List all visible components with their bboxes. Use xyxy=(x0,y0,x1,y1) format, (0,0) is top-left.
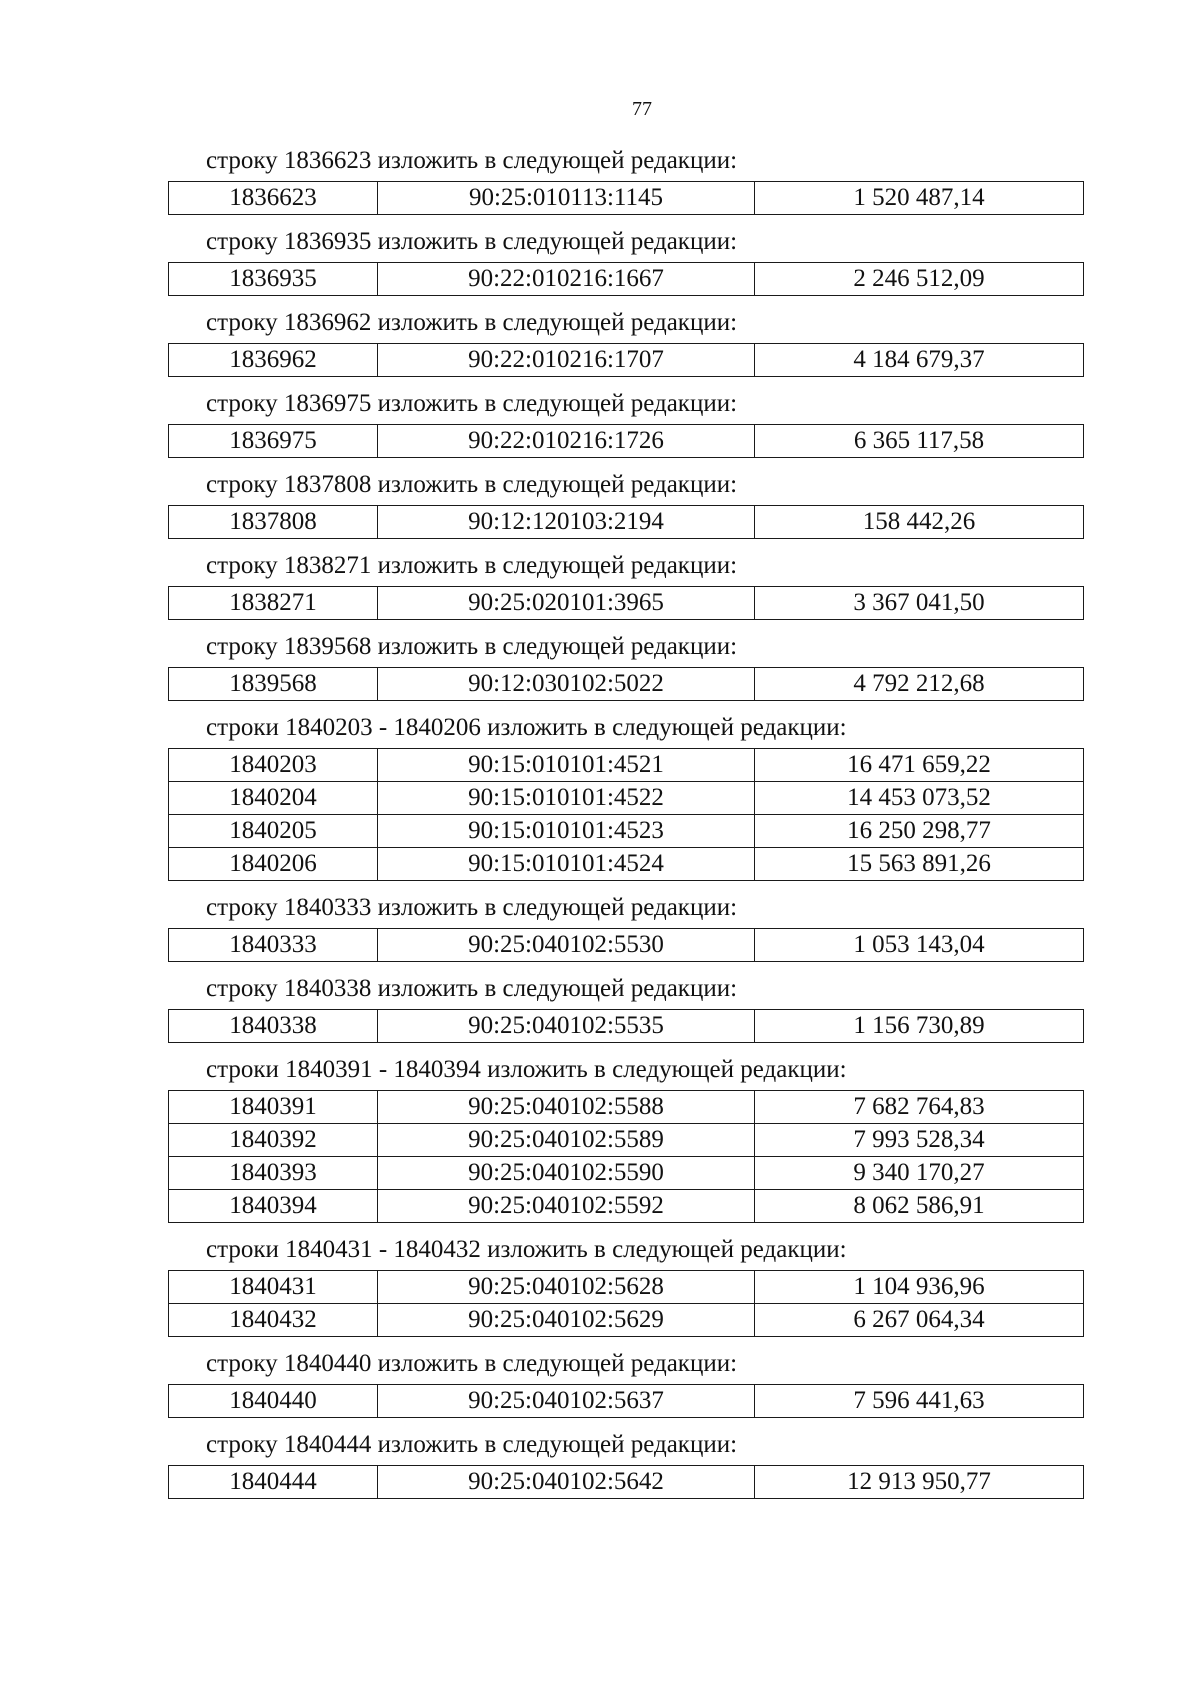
cadastral-value-cell: 15 563 891,26 xyxy=(755,848,1084,881)
cadastral-value-cell: 7 682 764,83 xyxy=(755,1091,1084,1124)
cadastral-number-cell: 90:25:040102:5628 xyxy=(378,1271,755,1304)
amendment-section xyxy=(168,1347,1084,1418)
cadastral-number-cell: 90:15:010101:4521 xyxy=(378,749,755,782)
amendment-table xyxy=(168,1090,1084,1223)
table-row xyxy=(169,1271,1084,1304)
cadastral-value-cell: 4 184 679,37 xyxy=(755,344,1084,377)
table-row xyxy=(169,425,1084,458)
document-body xyxy=(168,144,1084,1509)
amendment-instruction: строки 1840431 - 1840432 изложить в следующей редакции: xyxy=(206,1236,847,1263)
amendment-table xyxy=(168,1009,1084,1043)
amendment-table xyxy=(168,181,1084,215)
cadastral-number-cell: 90:25:040102:5588 xyxy=(378,1091,755,1124)
amendment-instruction: строки 1840391 - 1840394 изложить в следующей редакции: xyxy=(206,1056,847,1083)
row-number-cell: 1839568 xyxy=(169,668,378,701)
amendment-table xyxy=(168,1465,1084,1499)
row-number-cell: 1836623 xyxy=(169,182,378,215)
row-number-cell: 1840440 xyxy=(169,1385,378,1418)
row-number-cell: 1837808 xyxy=(169,506,378,539)
row-number-cell: 1840392 xyxy=(169,1124,378,1157)
row-number-cell: 1840333 xyxy=(169,929,378,962)
row-number-cell: 1840391 xyxy=(169,1091,378,1124)
amendment-table xyxy=(168,748,1084,881)
cadastral-number-cell: 90:15:010101:4523 xyxy=(378,815,755,848)
cadastral-value-cell: 2 246 512,09 xyxy=(755,263,1084,296)
amendment-table xyxy=(168,505,1084,539)
cadastral-value-cell: 6 365 117,58 xyxy=(755,425,1084,458)
table-row xyxy=(169,344,1084,377)
table-row xyxy=(169,848,1084,881)
cadastral-value-cell: 6 267 064,34 xyxy=(755,1304,1084,1337)
table-row xyxy=(169,782,1084,815)
row-number-cell: 1840203 xyxy=(169,749,378,782)
amendment-instruction: строку 1838271 изложить в следующей редакции: xyxy=(206,552,738,579)
amendment-instruction: строку 1840444 изложить в следующей редакции: xyxy=(206,1431,738,1458)
page-number: 77 xyxy=(632,98,652,120)
amendment-table xyxy=(168,1384,1084,1418)
cadastral-number-cell: 90:25:040102:5590 xyxy=(378,1157,755,1190)
cadastral-value-cell: 1 104 936,96 xyxy=(755,1271,1084,1304)
cadastral-number-cell: 90:12:030102:5022 xyxy=(378,668,755,701)
row-number-cell: 1838271 xyxy=(169,587,378,620)
amendment-section xyxy=(168,468,1084,539)
cadastral-value-cell: 4 792 212,68 xyxy=(755,668,1084,701)
cadastral-value-cell: 158 442,26 xyxy=(755,506,1084,539)
cadastral-value-cell: 12 913 950,77 xyxy=(755,1466,1084,1499)
table-row xyxy=(169,1190,1084,1223)
amendment-section xyxy=(168,972,1084,1043)
table-row xyxy=(169,1124,1084,1157)
amendment-section xyxy=(168,891,1084,962)
cadastral-number-cell: 90:22:010216:1667 xyxy=(378,263,755,296)
amendment-instruction: строку 1840333 изложить в следующей редакции: xyxy=(206,894,738,921)
amendment-instruction: строку 1840440 изложить в следующей редакции: xyxy=(206,1350,738,1377)
amendment-table xyxy=(168,343,1084,377)
row-number-cell: 1840204 xyxy=(169,782,378,815)
table-row xyxy=(169,506,1084,539)
table-row xyxy=(169,182,1084,215)
amendment-section xyxy=(168,306,1084,377)
row-number-cell: 1840393 xyxy=(169,1157,378,1190)
row-number-cell: 1836975 xyxy=(169,425,378,458)
amendment-section xyxy=(168,630,1084,701)
amendment-instruction: строку 1839568 изложить в следующей редакции: xyxy=(206,633,738,660)
cadastral-number-cell: 90:25:040102:5629 xyxy=(378,1304,755,1337)
cadastral-number-cell: 90:25:040102:5535 xyxy=(378,1010,755,1043)
cadastral-number-cell: 90:22:010216:1707 xyxy=(378,344,755,377)
row-number-cell: 1840432 xyxy=(169,1304,378,1337)
cadastral-number-cell: 90:25:040102:5530 xyxy=(378,929,755,962)
cadastral-number-cell: 90:25:020101:3965 xyxy=(378,587,755,620)
amendment-instruction: строку 1836975 изложить в следующей редакции: xyxy=(206,390,738,417)
row-number-cell: 1840444 xyxy=(169,1466,378,1499)
amendment-section xyxy=(168,144,1084,215)
cadastral-number-cell: 90:25:040102:5637 xyxy=(378,1385,755,1418)
cadastral-value-cell: 16 471 659,22 xyxy=(755,749,1084,782)
amendment-section xyxy=(168,549,1084,620)
amendment-section xyxy=(168,1053,1084,1223)
cadastral-value-cell: 3 367 041,50 xyxy=(755,587,1084,620)
table-row xyxy=(169,1385,1084,1418)
cadastral-value-cell: 1 520 487,14 xyxy=(755,182,1084,215)
cadastral-value-cell: 9 340 170,27 xyxy=(755,1157,1084,1190)
amendment-instruction: строку 1837808 изложить в следующей редакции: xyxy=(206,471,738,498)
row-number-cell: 1840394 xyxy=(169,1190,378,1223)
amendment-table xyxy=(168,424,1084,458)
row-number-cell: 1840338 xyxy=(169,1010,378,1043)
cadastral-value-cell: 7 993 528,34 xyxy=(755,1124,1084,1157)
cadastral-value-cell: 16 250 298,77 xyxy=(755,815,1084,848)
row-number-cell: 1836935 xyxy=(169,263,378,296)
amendment-table xyxy=(168,928,1084,962)
amendment-instruction: строку 1836935 изложить в следующей редакции: xyxy=(206,228,738,255)
table-row xyxy=(169,1304,1084,1337)
cadastral-value-cell: 1 156 730,89 xyxy=(755,1010,1084,1043)
table-row xyxy=(169,749,1084,782)
amendment-section xyxy=(168,225,1084,296)
cadastral-number-cell: 90:12:120103:2194 xyxy=(378,506,755,539)
table-row xyxy=(169,1157,1084,1190)
row-number-cell: 1840206 xyxy=(169,848,378,881)
table-row xyxy=(169,1010,1084,1043)
amendment-section xyxy=(168,1428,1084,1499)
amendment-section xyxy=(168,711,1084,881)
table-row xyxy=(169,1091,1084,1124)
table-row xyxy=(169,668,1084,701)
cadastral-value-cell: 14 453 073,52 xyxy=(755,782,1084,815)
amendment-instruction: строку 1836962 изложить в следующей редакции: xyxy=(206,309,738,336)
cadastral-number-cell: 90:25:040102:5642 xyxy=(378,1466,755,1499)
cadastral-number-cell: 90:25:010113:1145 xyxy=(378,182,755,215)
row-number-cell: 1836962 xyxy=(169,344,378,377)
table-row xyxy=(169,929,1084,962)
amendment-table xyxy=(168,1270,1084,1337)
cadastral-number-cell: 90:25:040102:5589 xyxy=(378,1124,755,1157)
table-row xyxy=(169,1466,1084,1499)
cadastral-value-cell: 1 053 143,04 xyxy=(755,929,1084,962)
cadastral-value-cell: 7 596 441,63 xyxy=(755,1385,1084,1418)
amendment-table xyxy=(168,586,1084,620)
amendment-table xyxy=(168,667,1084,701)
table-row xyxy=(169,815,1084,848)
cadastral-value-cell: 8 062 586,91 xyxy=(755,1190,1084,1223)
amendment-instruction: строки 1840203 - 1840206 изложить в следующей редакции: xyxy=(206,714,847,741)
cadastral-number-cell: 90:15:010101:4522 xyxy=(378,782,755,815)
table-row xyxy=(169,263,1084,296)
cadastral-number-cell: 90:15:010101:4524 xyxy=(378,848,755,881)
row-number-cell: 1840205 xyxy=(169,815,378,848)
cadastral-number-cell: 90:22:010216:1726 xyxy=(378,425,755,458)
row-number-cell: 1840431 xyxy=(169,1271,378,1304)
amendment-instruction: строку 1836623 изложить в следующей редакции: xyxy=(206,147,738,174)
amendment-section xyxy=(168,1233,1084,1337)
table-row xyxy=(169,587,1084,620)
amendment-instruction: строку 1840338 изложить в следующей редакции: xyxy=(206,975,738,1002)
amendment-section xyxy=(168,387,1084,458)
cadastral-number-cell: 90:25:040102:5592 xyxy=(378,1190,755,1223)
amendment-table xyxy=(168,262,1084,296)
